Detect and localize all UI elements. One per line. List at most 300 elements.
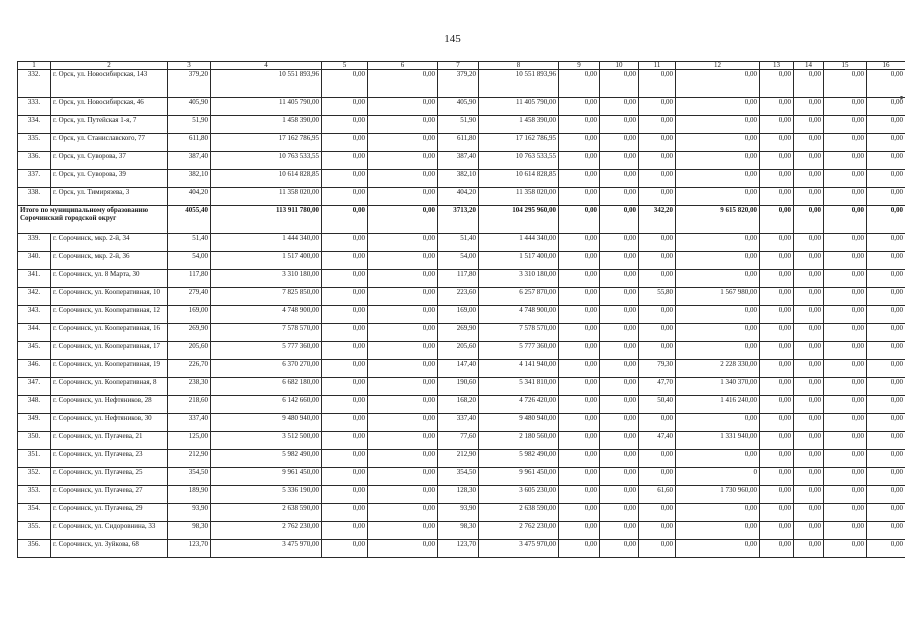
value-cell-c8: 104 295 960,00 xyxy=(479,206,559,234)
value-cell-c13: 0,00 xyxy=(760,134,794,152)
value-cell-c14: 0,00 xyxy=(794,70,824,98)
table-row xyxy=(18,378,905,396)
value-cell-c5: 0,00 xyxy=(322,324,368,342)
value-cell-c10: 0,00 xyxy=(600,152,639,170)
value-cell-c13: 0,00 xyxy=(760,324,794,342)
value-cell-c5: 0,00 xyxy=(322,206,368,234)
value-cell-c15: 0,00 xyxy=(824,288,867,306)
value-cell-c11: 0,00 xyxy=(639,134,676,152)
value-cell-c6: 0,00 xyxy=(368,360,438,378)
total-row xyxy=(18,206,905,234)
value-cell-c12: 0,00 xyxy=(676,522,760,540)
value-cell-c4: 2 762 230,00 xyxy=(211,522,322,540)
value-cell-c13: 0,00 xyxy=(760,342,794,360)
value-cell-c8: 7 578 570,00 xyxy=(479,324,559,342)
value-cell-c4: 3 512 500,00 xyxy=(211,432,322,450)
address-cell: г. Сорочинск, ул. Кооперативная, 17 xyxy=(51,342,168,360)
value-cell-c16: 0,00 xyxy=(867,288,905,306)
value-cell-c9: 0,00 xyxy=(559,134,600,152)
value-cell-c9: 0,00 xyxy=(559,378,600,396)
value-cell-c16: 0,00 xyxy=(867,432,905,450)
row-number: 345. xyxy=(18,342,51,360)
value-cell-c12: 1 331 940,00 xyxy=(676,432,760,450)
column-number: 12 xyxy=(676,62,760,70)
value-cell-c15: 0,00 xyxy=(824,270,867,288)
value-cell-c4: 10 551 893,96 xyxy=(211,70,322,98)
value-cell-c15: 0,00 xyxy=(824,70,867,98)
value-cell-c4: 2 638 590,00 xyxy=(211,504,322,522)
value-cell-c10: 0,00 xyxy=(600,468,639,486)
value-cell-c13: 0,00 xyxy=(760,522,794,540)
table-row xyxy=(18,252,905,270)
value-cell-c13: 0,00 xyxy=(760,306,794,324)
value-cell-c11: 0,00 xyxy=(639,188,676,206)
value-cell-c10: 0,00 xyxy=(600,396,639,414)
value-cell-c7: 337,40 xyxy=(438,414,479,432)
address-cell: г. Сорочинск, ул. Зуйкова, 68 xyxy=(51,540,168,558)
value-cell-c16: 0,00 xyxy=(867,98,905,116)
value-cell-c7: 212,90 xyxy=(438,450,479,468)
value-cell-c13: 0,00 xyxy=(760,288,794,306)
value-cell-c14: 0,00 xyxy=(794,234,824,252)
value-cell-c14: 0,00 xyxy=(794,486,824,504)
row-number: 339. xyxy=(18,234,51,252)
value-cell-c5: 0,00 xyxy=(322,98,368,116)
table-row xyxy=(18,188,905,206)
value-cell-c11: 55,80 xyxy=(639,288,676,306)
value-cell-c6: 0,00 xyxy=(368,450,438,468)
value-cell-c16: 0,00 xyxy=(867,206,905,234)
value-cell-c11: 0,00 xyxy=(639,170,676,188)
value-cell-c15: 0,00 xyxy=(824,188,867,206)
value-cell-c5: 0,00 xyxy=(322,360,368,378)
value-cell-c9: 0,00 xyxy=(559,396,600,414)
value-cell-c7: 98,30 xyxy=(438,522,479,540)
value-cell-c14: 0,00 xyxy=(794,414,824,432)
value-cell-c3: 382,10 xyxy=(168,170,211,188)
value-cell-c5: 0,00 xyxy=(322,342,368,360)
value-cell-c6: 0,00 xyxy=(368,70,438,98)
address-cell: г. Сорочинск, ул. 8 Марта, 30 xyxy=(51,270,168,288)
data-table xyxy=(17,61,905,558)
value-cell-c10: 0,00 xyxy=(600,134,639,152)
address-cell: г. Сорочинск, ул. Пугачева, 23 xyxy=(51,450,168,468)
value-cell-c8: 9 480 940,00 xyxy=(479,414,559,432)
value-cell-c7: 147,40 xyxy=(438,360,479,378)
value-cell-c9: 0,00 xyxy=(559,252,600,270)
value-cell-c11: 0,00 xyxy=(639,504,676,522)
value-cell-c11: 0,00 xyxy=(639,116,676,134)
value-cell-c14: 0,00 xyxy=(794,432,824,450)
value-cell-c12: 0,00 xyxy=(676,116,760,134)
value-cell-c14: 0,00 xyxy=(794,98,824,116)
table-row xyxy=(18,98,905,116)
value-cell-c16: 0,00 xyxy=(867,188,905,206)
table-row xyxy=(18,432,905,450)
value-cell-c4: 4 748 900,00 xyxy=(211,306,322,324)
row-number: 347. xyxy=(18,378,51,396)
value-cell-c3: 51,90 xyxy=(168,116,211,134)
address-cell: г. Орск, ул. Суворова, 39 xyxy=(51,170,168,188)
address-cell: г. Орск, ул. Тимирязева, 3 xyxy=(51,188,168,206)
value-cell-c14: 0,00 xyxy=(794,252,824,270)
value-cell-c15: 0,00 xyxy=(824,234,867,252)
value-cell-c7: 123,70 xyxy=(438,540,479,558)
value-cell-c15: 0,00 xyxy=(824,396,867,414)
value-cell-c10: 0,00 xyxy=(600,342,639,360)
value-cell-c8: 2 762 230,00 xyxy=(479,522,559,540)
value-cell-c11: 0,00 xyxy=(639,450,676,468)
value-cell-c5: 0,00 xyxy=(322,540,368,558)
value-cell-c5: 0,00 xyxy=(322,396,368,414)
address-cell: г. Орск, ул. Суворова, 37 xyxy=(51,152,168,170)
value-cell-c3: 98,30 xyxy=(168,522,211,540)
value-cell-c10: 0,00 xyxy=(600,324,639,342)
value-cell-c6: 0,00 xyxy=(368,414,438,432)
value-cell-c10: 0,00 xyxy=(600,70,639,98)
value-cell-c9: 0,00 xyxy=(559,288,600,306)
column-number: 6 xyxy=(368,62,438,70)
table-row xyxy=(18,468,905,486)
value-cell-c3: 205,60 xyxy=(168,342,211,360)
value-cell-c14: 0,00 xyxy=(794,206,824,234)
value-cell-c12: 0,00 xyxy=(676,414,760,432)
address-cell: г. Сорочинск, ул. Сидоровнина, 33 xyxy=(51,522,168,540)
value-cell-c14: 0,00 xyxy=(794,324,824,342)
value-cell-c4: 11 405 790,00 xyxy=(211,98,322,116)
value-cell-c3: 238,30 xyxy=(168,378,211,396)
row-number: 335. xyxy=(18,134,51,152)
value-cell-c3: 354,50 xyxy=(168,468,211,486)
value-cell-c5: 0,00 xyxy=(322,288,368,306)
value-cell-c3: 212,90 xyxy=(168,450,211,468)
value-cell-c5: 0,00 xyxy=(322,170,368,188)
value-cell-c13: 0,00 xyxy=(760,152,794,170)
value-cell-c10: 0,00 xyxy=(600,116,639,134)
value-cell-c6: 0,00 xyxy=(368,378,438,396)
value-cell-c15: 0,00 xyxy=(824,324,867,342)
value-cell-c14: 0,00 xyxy=(794,288,824,306)
value-cell-c11: 50,40 xyxy=(639,396,676,414)
value-cell-c12: 0,00 xyxy=(676,98,760,116)
table-row xyxy=(18,396,905,414)
value-cell-c8: 2 180 560,00 xyxy=(479,432,559,450)
value-cell-c4: 1 458 390,00 xyxy=(211,116,322,134)
value-cell-c16: 0,00 xyxy=(867,170,905,188)
address-cell: г. Сорочинск, ул. Кооперативная, 10 xyxy=(51,288,168,306)
value-cell-c13: 0,00 xyxy=(760,188,794,206)
value-cell-c4: 5 982 490,00 xyxy=(211,450,322,468)
value-cell-c5: 0,00 xyxy=(322,468,368,486)
value-cell-c11: 0,00 xyxy=(639,468,676,486)
value-cell-c15: 0,00 xyxy=(824,378,867,396)
value-cell-c9: 0,00 xyxy=(559,432,600,450)
value-cell-c8: 3 475 970,00 xyxy=(479,540,559,558)
value-cell-c7: 387,40 xyxy=(438,152,479,170)
value-cell-c4: 1 517 400,00 xyxy=(211,252,322,270)
value-cell-c8: 5 341 810,00 xyxy=(479,378,559,396)
value-cell-c10: 0,00 xyxy=(600,360,639,378)
value-cell-c10: 0,00 xyxy=(600,188,639,206)
value-cell-c10: 0,00 xyxy=(600,432,639,450)
value-cell-c3: 123,70 xyxy=(168,540,211,558)
value-cell-c16: 0,00 xyxy=(867,450,905,468)
value-cell-c13: 0,00 xyxy=(760,396,794,414)
value-cell-c3: 93,90 xyxy=(168,504,211,522)
address-cell: г. Орск, ул. Путейская 1-я, 7 xyxy=(51,116,168,134)
value-cell-c13: 0,00 xyxy=(760,540,794,558)
value-cell-c13: 0,00 xyxy=(760,432,794,450)
value-cell-c11: 0,00 xyxy=(639,70,676,98)
table-row xyxy=(18,234,905,252)
value-cell-c7: 93,90 xyxy=(438,504,479,522)
value-cell-c16: 0,00 xyxy=(867,414,905,432)
value-cell-c15: 0,00 xyxy=(824,468,867,486)
row-number: 332. xyxy=(18,70,51,98)
value-cell-c9: 0,00 xyxy=(559,188,600,206)
value-cell-c16: 0,00 xyxy=(867,378,905,396)
value-cell-c3: 611,80 xyxy=(168,134,211,152)
column-number: 11 xyxy=(639,62,676,70)
value-cell-c4: 5 336 190,00 xyxy=(211,486,322,504)
value-cell-c5: 0,00 xyxy=(322,306,368,324)
value-cell-c16: 0,00 xyxy=(867,342,905,360)
value-cell-c11: 47,40 xyxy=(639,432,676,450)
value-cell-c6: 0,00 xyxy=(368,188,438,206)
value-cell-c14: 0,00 xyxy=(794,504,824,522)
value-cell-c15: 0,00 xyxy=(824,306,867,324)
value-cell-c9: 0,00 xyxy=(559,170,600,188)
value-cell-c7: 51,90 xyxy=(438,116,479,134)
value-cell-c16: 0,00 xyxy=(867,360,905,378)
value-cell-c16: 0,00 xyxy=(867,468,905,486)
value-cell-c12: 0,00 xyxy=(676,270,760,288)
value-cell-c11: 0,00 xyxy=(639,270,676,288)
value-cell-c12: 2 228 330,00 xyxy=(676,360,760,378)
value-cell-c7: 205,60 xyxy=(438,342,479,360)
value-cell-c15: 0,00 xyxy=(824,152,867,170)
value-cell-c8: 5 982 490,00 xyxy=(479,450,559,468)
value-cell-c11: 0,00 xyxy=(639,540,676,558)
value-cell-c12: 1 567 980,00 xyxy=(676,288,760,306)
value-cell-c8: 17 162 786,95 xyxy=(479,134,559,152)
value-cell-c8: 11 405 790,00 xyxy=(479,98,559,116)
value-cell-c7: 190,60 xyxy=(438,378,479,396)
value-cell-c3: 4055,40 xyxy=(168,206,211,234)
value-cell-c4: 6 370 270,00 xyxy=(211,360,322,378)
value-cell-c11: 0,00 xyxy=(639,414,676,432)
value-cell-c14: 0,00 xyxy=(794,170,824,188)
value-cell-c15: 0,00 xyxy=(824,342,867,360)
column-number: 13 xyxy=(760,62,794,70)
value-cell-c3: 279,40 xyxy=(168,288,211,306)
value-cell-c9: 0,00 xyxy=(559,504,600,522)
value-cell-c3: 51,40 xyxy=(168,234,211,252)
value-cell-c8: 1 517 400,00 xyxy=(479,252,559,270)
address-cell: г. Орск, ул. Новосибирская, 46 xyxy=(51,98,168,116)
value-cell-c13: 0,00 xyxy=(760,206,794,234)
value-cell-c5: 0,00 xyxy=(322,188,368,206)
value-cell-c4: 3 310 180,00 xyxy=(211,270,322,288)
value-cell-c8: 5 777 360,00 xyxy=(479,342,559,360)
address-cell: г. Сорочинск, ул. Кооперативная, 16 xyxy=(51,324,168,342)
value-cell-c15: 0,00 xyxy=(824,98,867,116)
value-cell-c6: 0,00 xyxy=(368,252,438,270)
table-row xyxy=(18,540,905,558)
value-cell-c9: 0,00 xyxy=(559,70,600,98)
value-cell-c6: 0,00 xyxy=(368,206,438,234)
value-cell-c10: 0,00 xyxy=(600,98,639,116)
value-cell-c11: 0,00 xyxy=(639,234,676,252)
value-cell-c5: 0,00 xyxy=(322,522,368,540)
row-number: 334. xyxy=(18,116,51,134)
value-cell-c4: 7 825 850,00 xyxy=(211,288,322,306)
value-cell-c9: 0,00 xyxy=(559,98,600,116)
value-cell-c8: 1 444 340,00 xyxy=(479,234,559,252)
value-cell-c6: 0,00 xyxy=(368,540,438,558)
value-cell-c9: 0,00 xyxy=(559,270,600,288)
value-cell-c6: 0,00 xyxy=(368,170,438,188)
column-number: 15 xyxy=(824,62,867,70)
address-cell: г. Орск, ул. Новосибирская, 143 xyxy=(51,70,168,98)
address-cell: г. Сорочинск, ул. Нефтяников, 28 xyxy=(51,396,168,414)
value-cell-c10: 0,00 xyxy=(600,378,639,396)
value-cell-c13: 0,00 xyxy=(760,504,794,522)
value-cell-c11: 0,00 xyxy=(639,306,676,324)
value-cell-c10: 0,00 xyxy=(600,170,639,188)
table-row xyxy=(18,70,905,98)
value-cell-c6: 0,00 xyxy=(368,234,438,252)
value-cell-c16: 0,00 xyxy=(867,324,905,342)
value-cell-c15: 0,00 xyxy=(824,414,867,432)
value-cell-c9: 0,00 xyxy=(559,540,600,558)
value-cell-c13: 0,00 xyxy=(760,252,794,270)
value-cell-c15: 0,00 xyxy=(824,504,867,522)
value-cell-c13: 0,00 xyxy=(760,170,794,188)
column-number: 2 xyxy=(51,62,168,70)
value-cell-c7: 379,20 xyxy=(438,70,479,98)
row-number: 340. xyxy=(18,252,51,270)
value-cell-c15: 0,00 xyxy=(824,360,867,378)
value-cell-c16: 0,00 xyxy=(867,504,905,522)
table-row xyxy=(18,288,905,306)
value-cell-c9: 0,00 xyxy=(559,414,600,432)
value-cell-c9: 0,00 xyxy=(559,306,600,324)
value-cell-c6: 0,00 xyxy=(368,270,438,288)
value-cell-c12: 0,00 xyxy=(676,152,760,170)
value-cell-c16: 0,00 xyxy=(867,134,905,152)
value-cell-c12: 0,00 xyxy=(676,306,760,324)
value-cell-c14: 0,00 xyxy=(794,360,824,378)
table-row xyxy=(18,324,905,342)
table-row xyxy=(18,152,905,170)
value-cell-c7: 269,90 xyxy=(438,324,479,342)
value-cell-c4: 10 763 533,55 xyxy=(211,152,322,170)
address-cell: г. Сорочинск, ул. Пугачева, 29 xyxy=(51,504,168,522)
value-cell-c6: 0,00 xyxy=(368,432,438,450)
value-cell-c6: 0,00 xyxy=(368,98,438,116)
value-cell-c8: 11 358 020,00 xyxy=(479,188,559,206)
value-cell-c13: 0,00 xyxy=(760,234,794,252)
value-cell-c9: 0,00 xyxy=(559,324,600,342)
value-cell-c5: 0,00 xyxy=(322,414,368,432)
table-row xyxy=(18,270,905,288)
table-row xyxy=(18,360,905,378)
value-cell-c14: 0,00 xyxy=(794,378,824,396)
value-cell-c16: 0,00 xyxy=(867,70,905,98)
value-cell-c14: 0,00 xyxy=(794,540,824,558)
value-cell-c16: 0,00 xyxy=(867,540,905,558)
value-cell-c14: 0,00 xyxy=(794,306,824,324)
row-number: 348. xyxy=(18,396,51,414)
row-number: 337. xyxy=(18,170,51,188)
value-cell-c4: 10 614 828,85 xyxy=(211,170,322,188)
address-cell: г. Сорочинск, ул. Нефтяников, 30 xyxy=(51,414,168,432)
value-cell-c4: 9 961 450,00 xyxy=(211,468,322,486)
value-cell-c13: 0,00 xyxy=(760,486,794,504)
table-row xyxy=(18,116,905,134)
address-cell: г. Сорочинск, ул. Кооперативная, 19 xyxy=(51,360,168,378)
value-cell-c16: 0,00 xyxy=(867,252,905,270)
value-cell-c5: 0,00 xyxy=(322,234,368,252)
value-cell-c13: 0,00 xyxy=(760,450,794,468)
column-number: 16 xyxy=(867,62,905,70)
value-cell-c13: 0,00 xyxy=(760,116,794,134)
value-cell-c14: 0,00 xyxy=(794,270,824,288)
value-cell-c14: 0,00 xyxy=(794,116,824,134)
value-cell-c16: 0,00 xyxy=(867,270,905,288)
address-cell: г. Сорочинск, ул. Пугачева, 21 xyxy=(51,432,168,450)
value-cell-c9: 0,00 xyxy=(559,234,600,252)
table-row xyxy=(18,342,905,360)
value-cell-c12: 1 730 960,00 xyxy=(676,486,760,504)
value-cell-c7: 405,90 xyxy=(438,98,479,116)
table-row xyxy=(18,504,905,522)
value-cell-c14: 0,00 xyxy=(794,152,824,170)
value-cell-c4: 3 475 970,00 xyxy=(211,540,322,558)
value-cell-c7: 169,00 xyxy=(438,306,479,324)
row-number: 356. xyxy=(18,540,51,558)
column-number: 3 xyxy=(168,62,211,70)
value-cell-c11: 0,00 xyxy=(639,342,676,360)
column-number: 1 xyxy=(18,62,51,70)
row-number: 351. xyxy=(18,450,51,468)
table-row xyxy=(18,450,905,468)
column-number: 7 xyxy=(438,62,479,70)
value-cell-c4: 6 142 660,00 xyxy=(211,396,322,414)
value-cell-c7: 223,60 xyxy=(438,288,479,306)
value-cell-c5: 0,00 xyxy=(322,152,368,170)
value-cell-c8: 1 458 390,00 xyxy=(479,116,559,134)
value-cell-c13: 0,00 xyxy=(760,360,794,378)
table-row xyxy=(18,306,905,324)
value-cell-c4: 11 358 020,00 xyxy=(211,188,322,206)
value-cell-c11: 0,00 xyxy=(639,522,676,540)
value-cell-c3: 269,90 xyxy=(168,324,211,342)
value-cell-c5: 0,00 xyxy=(322,252,368,270)
value-cell-c8: 9 961 450,00 xyxy=(479,468,559,486)
value-cell-c5: 0,00 xyxy=(322,432,368,450)
value-cell-c14: 0,00 xyxy=(794,450,824,468)
value-cell-c13: 0,00 xyxy=(760,270,794,288)
value-cell-c10: 0,00 xyxy=(600,288,639,306)
value-cell-c5: 0,00 xyxy=(322,116,368,134)
value-cell-c15: 0,00 xyxy=(824,252,867,270)
value-cell-c3: 387,40 xyxy=(168,152,211,170)
value-cell-c3: 125,00 xyxy=(168,432,211,450)
value-cell-c6: 0,00 xyxy=(368,134,438,152)
value-cell-c12: 0,00 xyxy=(676,252,760,270)
